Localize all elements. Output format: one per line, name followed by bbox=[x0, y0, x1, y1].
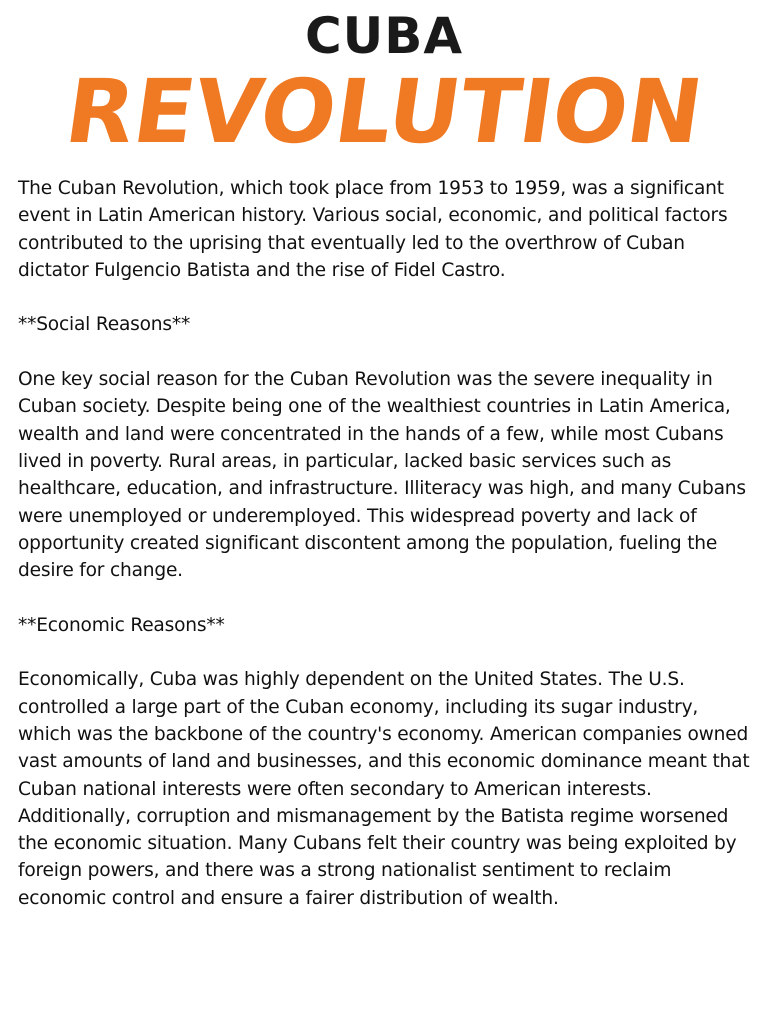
title-revolution: REVOLUTION bbox=[59, 60, 709, 163]
page-header bbox=[0, 0, 768, 175]
economic-heading: **Economic Reasons** bbox=[18, 614, 225, 636]
social-heading: **Social Reasons** bbox=[18, 314, 191, 336]
document-body bbox=[18, 175, 753, 939]
economic-paragraph: Economically, Cuba was highly dependent on the United States. The U.S. controlled a large part of the Cuban economy, including its sugar industry, which was the backbone of the country's economy. American companies owned vast amounts of land and businesses, and this economic dominance meant that Cuban national interests were often secondary to American interests. Additionally, corruption and mismanagement by the Batista regime worsened the economic situation. Many Cubans felt their country was being exploited by foreign powers, and there was a strong nationalist sentiment to reclaim economic control and ensure a fairer distribution of wealth. bbox=[18, 669, 750, 909]
intro-paragraph: The Cuban Revolution, which took place from 1953 to 1959, was a significant event in Latin American history. Various social, economic, and political factors contributed to the uprising that eventually led to the overthrow of Cuban dictator Fulgencio Batista and the rise of Fidel Castro. bbox=[18, 178, 728, 281]
title-cuba: CUBA bbox=[304, 7, 464, 65]
social-paragraph: One key social reason for the Cuban Revolution was the severe inequality in Cuban society. Despite being one of the wealthiest countries in Latin America, wealth and land were concentrated in the hands of a few, while most Cubans lived in poverty. Rural areas, in particular, lacked basic services such as healthcare, education, and infrastructure. Illiteracy was high, and many Cubans were unemployed or underemployed. This widespread poverty and lack of opportunity created significant discontent among the population, fueling the desire for change. bbox=[18, 369, 746, 582]
